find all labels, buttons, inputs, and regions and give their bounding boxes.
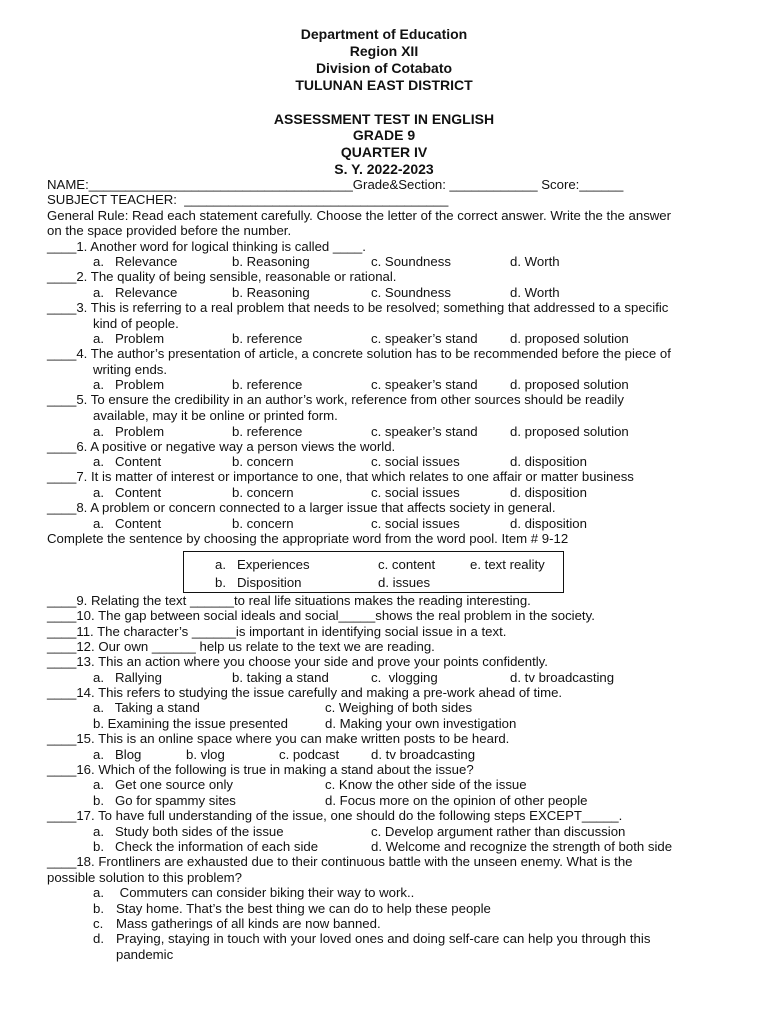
question-9: ____9. Relating the text ______to real life situations makes the reading interesting.: [47, 593, 531, 608]
q13-option-c: c. vlogging: [371, 670, 438, 685]
q4-option-d: d. proposed solution: [510, 377, 629, 392]
q8-option-b: b. concern: [232, 516, 294, 531]
teacher-field-line: SUBJECT TEACHER: ____________________________________: [47, 192, 449, 207]
q14-option-b: b. Examining the issue presented: [93, 716, 288, 731]
q16-option-c: c. Know the other side of the issue: [325, 777, 527, 792]
question-1: ____1. Another word for logical thinking is called ____.: [47, 239, 366, 254]
q16-option-a: a. Get one source only: [93, 777, 234, 792]
word-pool-e: e. text reality: [470, 557, 545, 572]
word-pool-b: b. Disposition: [215, 575, 302, 590]
word-pool-a: a. Experiences: [215, 557, 310, 572]
name-field-line: NAME:____________________________________Grade&Section: ____________ Score:______: [47, 177, 624, 192]
question-4: ____4. The author’s presentation of article, a concrete solution has to be recommended before the piece of: [47, 346, 671, 361]
general-rule: General Rule: Read each statement carefully. Choose the letter of the correct answer. Write the the answer: [47, 208, 672, 223]
q13-option-a: a. Rallying: [93, 670, 162, 685]
q6-option-c: c. social issues: [371, 454, 460, 469]
word-pool-d: d. issues: [378, 575, 431, 590]
question-12: ____12. Our own ______ help us relate to the text we are reading.: [47, 639, 435, 654]
q16-option-b: b. Go for spammy sites: [93, 793, 236, 808]
q6-option-a: a. Content: [93, 454, 162, 469]
question-17: ____17. To have full understanding of the issue, one should do the following steps EXCEPT_____.: [47, 808, 623, 823]
q5-option-a: a. Problem: [93, 424, 165, 439]
q18-option-c-letter: c.: [93, 916, 104, 931]
q5-option-d: d. proposed solution: [510, 424, 629, 439]
q7-option-c: c. social issues: [371, 485, 460, 500]
q18-option-b-letter: b.: [93, 901, 104, 916]
question-2: ____2. The quality of being sensible, reasonable or rational.: [47, 269, 397, 284]
q2-option-a: a. Relevance: [93, 285, 178, 300]
q2-option-c: c. Soundness: [371, 285, 451, 300]
header-region: Region XII: [349, 43, 419, 59]
q15-option-c: c. podcast: [279, 747, 340, 762]
header-division: Division of Cotabato: [315, 60, 453, 76]
question-15: ____15. This is an online space where you can make written posts to be heard.: [47, 731, 510, 746]
q3-option-c: c. speaker’s stand: [371, 331, 478, 346]
q5-option-c: c. speaker’s stand: [371, 424, 478, 439]
question-4-cont: writing ends.: [93, 362, 168, 377]
question-3-cont: kind of people.: [93, 316, 179, 331]
question-14: ____14. This refers to studying the issue carefully and making a pre-work ahead of time.: [47, 685, 563, 700]
q17-option-d: d. Welcome and recognize the strength of both side: [371, 839, 673, 854]
q17-option-c: c. Develop argument rather than discussion: [371, 824, 626, 839]
q6-option-b: b. concern: [232, 454, 294, 469]
header-district: TULUNAN EAST DISTRICT: [295, 77, 473, 93]
q3-option-b: b. reference: [232, 331, 303, 346]
q16-option-d: d. Focus more on the opinion of other people: [325, 793, 588, 808]
q7-option-a: a. Content: [93, 485, 162, 500]
q3-option-d: d. proposed solution: [510, 331, 629, 346]
q18-option-d-letter: d.: [93, 931, 104, 946]
q8-option-d: d. disposition: [510, 516, 587, 531]
q1-option-b: b. Reasoning: [232, 254, 310, 269]
q13-option-b: b. taking a stand: [232, 670, 329, 685]
q14-option-d: d. Making your own investigation: [325, 716, 517, 731]
q7-option-b: b. concern: [232, 485, 294, 500]
question-11: ____11. The character’s ______is important in identifying social issue in a text.: [47, 624, 507, 639]
q3-option-a: a. Problem: [93, 331, 165, 346]
grade-label: GRADE 9: [352, 127, 416, 143]
question-16: ____16. Which of the following is true in making a stand about the issue?: [47, 762, 474, 777]
q2-option-b: b. Reasoning: [232, 285, 310, 300]
question-18: ____18. Frontliners are exhausted due to their continuous battle with the unseen enemy. What is the: [47, 854, 633, 869]
question-5-cont: available, may it be online or printed form.: [93, 408, 338, 423]
q1-option-c: c. Soundness: [371, 254, 451, 269]
q18-option-c: Mass gatherings of all kinds are now banned.: [116, 916, 381, 931]
question-6: ____6. A positive or negative way a person views the world.: [47, 439, 396, 454]
test-title: ASSESSMENT TEST IN ENGLISH: [273, 111, 495, 127]
q1-option-d: d. Worth: [510, 254, 560, 269]
q4-option-c: c. speaker’s stand: [371, 377, 478, 392]
question-7: ____7. It is matter of interest or importance to one, that which relates to one affair or matter business: [47, 469, 634, 484]
question-5: ____5. To ensure the credibility in an author’s work, reference from other sources should be readily: [47, 392, 624, 407]
q13-option-d: d. tv broadcasting: [510, 670, 615, 685]
q14-option-c: c. Weighing of both sides: [325, 700, 473, 715]
question-18-cont: possible solution to this problem?: [47, 870, 242, 885]
question-10: ____10. The gap between social ideals and social_____shows the real problem in the society.: [47, 608, 595, 623]
q17-option-a: a. Study both sides of the issue: [93, 824, 284, 839]
q18-option-d-cont: pandemic: [116, 947, 174, 962]
question-13: ____13. This an action where you choose your side and prove your points confidently.: [47, 654, 548, 669]
word-pool-instruction: Complete the sentence by choosing the appropriate word from the word pool. Item # 9-12: [47, 531, 569, 546]
q18-option-b: Stay home. That’s the best thing we can do to help these people: [116, 901, 491, 916]
q15-option-a: a. Blog: [93, 747, 142, 762]
q18-option-a: Commuters can consider biking their way to work..: [116, 885, 415, 900]
question-3: ____3. This is referring to a real problem that needs to be resolved; something that addressed to a specific: [47, 300, 669, 315]
word-pool-c: c. content: [378, 557, 436, 572]
general-rule-cont: on the space provided before the number.: [47, 223, 292, 238]
q4-option-b: b. reference: [232, 377, 303, 392]
header-department: Department of Education: [300, 26, 468, 42]
q15-option-b: b. vlog: [186, 747, 225, 762]
quarter-label: QUARTER IV: [340, 144, 428, 160]
question-8: ____8. A problem or concern connected to a larger issue that affects society in general.: [47, 500, 556, 515]
q2-option-d: d. Worth: [510, 285, 560, 300]
q18-option-d: Praying, staying in touch with your loved ones and doing self-care can help you through this: [116, 931, 651, 946]
q14-option-a: a. Taking a stand: [93, 700, 200, 715]
q18-option-a-letter: a.: [93, 885, 104, 900]
q8-option-c: c. social issues: [371, 516, 460, 531]
q7-option-d: d. disposition: [510, 485, 587, 500]
q15-option-d: d. tv broadcasting: [371, 747, 476, 762]
q6-option-d: d. disposition: [510, 454, 587, 469]
q1-option-a: a. Relevance: [93, 254, 178, 269]
q4-option-a: a. Problem: [93, 377, 165, 392]
q8-option-a: a. Content: [93, 516, 162, 531]
q17-option-b: b. Check the information of each side: [93, 839, 319, 854]
school-year: S. Y. 2022-2023: [334, 161, 434, 177]
q5-option-b: b. reference: [232, 424, 303, 439]
